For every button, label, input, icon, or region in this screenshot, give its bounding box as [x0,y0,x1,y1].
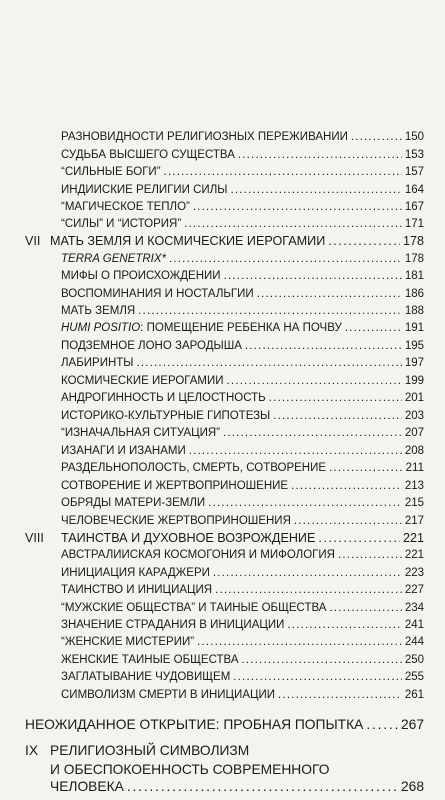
chapter-title: МАТЬ ЗЕМЛЯ И КОСМИЧЕСКИЕ ИЕРОГАМИИ [50,234,326,248]
toc-entry [61,689,424,701]
toc-entry-title: ВОСПОМИНАНИЯ И НОСТАЛЬГИИ [61,288,254,300]
toc-entry [61,357,424,369]
leader-dots [245,340,402,352]
leader-dots [208,497,402,509]
toc-entry-page: 195 [404,340,424,352]
toc-entry-title: РАЗНОВИДНОСТИ РЕЛИГИОЗНЫХ ПЕРЕЖИВАНИЙ [61,131,348,143]
toc-entry-title-rest: : ПОМЕЩЕНИЕ РЕБЕНКА НА ПОЧВУ [140,322,342,334]
leader-dots [351,131,402,143]
toc-entry-page: 188 [404,305,424,317]
toc-entry [61,410,424,422]
toc-entry [61,270,424,282]
toc-entry [61,671,424,683]
toc-entry [61,427,424,439]
chapter-page: 268 [400,779,424,794]
toc-entry-title: МАТЬ ЗЕМЛЯ [61,305,136,317]
toc-entry [61,184,424,196]
toc-entry-title: СИМВОЛИЗМ СМЕРТИ В ИНИЦИАЦИИ [61,689,276,701]
toc-entry-title: СОТВОРЕНИЕ И ЖЕРТВОПРИНОШЕНИЕ [61,480,289,492]
toc-entry-title [61,322,342,334]
chapter-entry [50,234,424,248]
toc-entry-title: ЧЕЛОВЕЧЕСКИЕ ЖЕРТВОПРИНОШЕНИЯ [61,515,291,527]
toc-entry-page: 201 [404,392,424,404]
toc-entry [61,636,424,648]
toc-entry-title: АВСТРАЛИЙСКАЯ КОСМОГОНИЯ И МИФОЛОГИЯ [61,549,335,561]
toc-entry-page: 181 [404,270,424,282]
toc-entry-title: ЛАБИРИНТЫ [61,357,134,369]
toc-entry [61,602,424,614]
toc-entry-page: 167 [404,201,424,213]
leader-dots [169,253,402,265]
toc-entry-page: 244 [404,636,424,648]
toc-entry-title: ЗНАЧЕНИЕ СТРАДАНИЯ В ИНИЦИАЦИИ [61,619,285,631]
chapter-title: ЧЕЛОВЕКА [50,779,124,794]
toc-entry-page: 234 [404,602,424,614]
toc-entry-page: 213 [404,480,424,492]
toc-entry-title: ИЗАНАГИ И ИЗАНАМИ [61,445,186,457]
toc-entry-title: ЖЕНСКИЕ ТАЙНЫЕ ОБЩЕСТВА [61,654,239,666]
leader-dots [291,480,402,492]
toc-entry [61,654,424,666]
leader-dots [189,445,402,457]
toc-entry [61,584,424,596]
toc-entry-page: 157 [404,166,424,178]
leader-dots [278,689,402,701]
toc-entry-title: “СИЛЬНЫЕ БОГИ” [61,166,161,178]
toc-entry [61,201,424,213]
leader-dots [242,654,402,666]
chapter-entry [50,779,424,794]
leader-dots [338,549,402,561]
leader-dots [138,305,402,317]
toc-entry [61,462,424,474]
chapter-title-line: РЕЛИГИОЗНЫЙ СИМВОЛИЗМ [50,743,250,758]
chapter-page: 221 [402,531,424,545]
leader-dots [215,584,402,596]
toc-entry-title: “ИЗНАЧАЛЬНАЯ СИТУАЦИЯ” [61,427,220,439]
toc-entry [61,288,424,300]
toc-entry-title: ТАИНСТВО И ИНИЦИАЦИЯ [61,584,213,596]
leader-dots [257,288,402,300]
section-entry [25,717,424,732]
toc-entry [61,619,424,631]
toc-entry [61,392,424,404]
toc-entry-page: 207 [404,427,424,439]
toc-entry [61,322,424,334]
toc-entry-title: ИНИЦИАЦИЯ КАРАДЖЕРИ [61,567,210,579]
toc-entry [61,375,424,387]
leader-dots [269,392,402,404]
toc-entry [61,497,424,509]
toc-entry [61,253,424,265]
toc-entry-page: 199 [404,375,424,387]
toc-entry [61,166,424,178]
toc-entry-title: ИНДИЙСКИЕ РЕЛИГИИ СИЛЫ [61,184,228,196]
leader-dots [318,531,400,545]
chapter-title-line: И ОБЕСПОКОЕННОСТЬ СОВРЕМЕННОГО [50,762,330,777]
toc-entry-title: АНДРОГИННОСТЬ И ЦЕЛОСТНОСТЬ [61,392,266,404]
leader-dots [238,149,402,161]
leader-dots [164,166,402,178]
leader-dots [223,427,402,439]
toc-entry-title: “МУЖСКИЕ ОБЩЕСТВА” И ТАЙНЫЕ ОБЩЕСТВА [61,602,327,614]
leader-dots [273,410,402,422]
leader-dots [230,184,401,196]
toc-entry-page: 171 [404,218,424,230]
toc-entry-page: 191 [404,322,424,334]
leader-dots [287,619,401,631]
leader-dots [193,201,402,213]
toc-entry-title: TERRA GENETRIX* [61,253,167,265]
chapter-number: VIII [25,531,44,545]
toc-entry-page: 215 [404,497,424,509]
leader-dots [294,515,402,527]
leader-dots [329,602,401,614]
toc-entry-title: РАЗДЕЛЬНОПОЛОСТЬ, СМЕРТЬ, СОТВОРЕНИЕ [61,462,327,474]
chapter-number: VII [25,234,41,248]
toc-entry-page: 186 [404,288,424,300]
toc-entry [61,131,424,143]
toc-entry [61,340,424,352]
leader-dots [184,218,402,230]
toc-entry-page: 164 [404,184,424,196]
leader-dots [224,270,402,282]
toc-entry-page: 150 [404,131,424,143]
toc-entry-title: ОБРЯДЫ МАТЕРИ-ЗЕМЛИ [61,497,206,509]
toc-entry-page: 255 [404,671,424,683]
leader-dots [233,671,402,683]
toc-entry-title: “ЖЕНСКИЕ МИСТЕРИИ” [61,636,195,648]
chapter-title: ТАИНСТВА И ДУХОВНОЕ ВОЗРОЖДЕНИЕ [61,531,316,545]
toc-entry-page: 211 [405,462,424,474]
toc-entry-page: 227 [404,584,424,596]
toc-entry [61,445,424,457]
toc-entry-title: МИФЫ О ПРОИСХОЖДЕНИИ [61,270,221,282]
leader-dots [127,779,398,794]
toc-entry-title: ИСТОРИКО-КУЛЬТУРНЫЕ ГИПОТЕЗЫ [61,410,271,422]
toc-entry [61,549,424,561]
toc-entry-page: 178 [404,253,424,265]
toc-entry-title: ПОДЗЕМНОЕ ЛОНО ЗАРОДЫША [61,340,242,352]
toc-entry-page: 153 [404,149,424,161]
toc-entry-title: КОСМИЧЕСКИЕ ИЕРОГАМИИ [61,375,224,387]
toc-entry-page: 208 [404,445,424,457]
toc-entry [61,480,424,492]
toc-entry-title: “СИЛЫ” И “ИСТОРИЯ” [61,218,182,230]
toc-entry-page: 241 [404,619,424,631]
leader-dots [329,462,403,474]
toc-entry-title: “МАГИЧЕСКОЕ ТЕПЛО” [61,201,190,213]
toc-entry-page: 250 [404,654,424,666]
toc-entry-title: ЗАГЛАТЫВАНИЕ ЧУДОВИЩЕМ [61,671,231,683]
leader-dots [366,717,398,732]
chapter-page: 178 [402,234,424,248]
toc-entry [61,305,424,317]
toc-entry-title-italic: HUMI POSITIO [61,322,141,334]
leader-dots [197,636,402,648]
leader-dots [213,567,402,579]
leader-dots [328,234,400,248]
section-page: 267 [400,717,424,732]
toc-entry-page: 197 [404,357,424,369]
section-title: НЕОЖИДАННОЕ ОТКРЫТИЕ: ПРОБНАЯ ПОПЫТКА [25,717,364,732]
toc-entry [61,567,424,579]
toc-entry [61,149,424,161]
toc-entry-page: 223 [404,567,424,579]
leader-dots [136,357,401,369]
toc-entry [61,218,424,230]
toc-entry-page: 217 [404,515,424,527]
toc-entry [61,515,424,527]
toc-entry-page: 203 [404,410,424,422]
chapter-entry [61,531,424,545]
chapter-number: IX [25,743,39,758]
leader-dots [227,375,402,387]
toc-entry-page: 261 [404,689,424,701]
toc-entry-title: СУДЬБА ВЫСШЕГО СУЩЕСТВА [61,149,235,161]
leader-dots [345,322,402,334]
toc-entry-page: 221 [404,549,424,561]
